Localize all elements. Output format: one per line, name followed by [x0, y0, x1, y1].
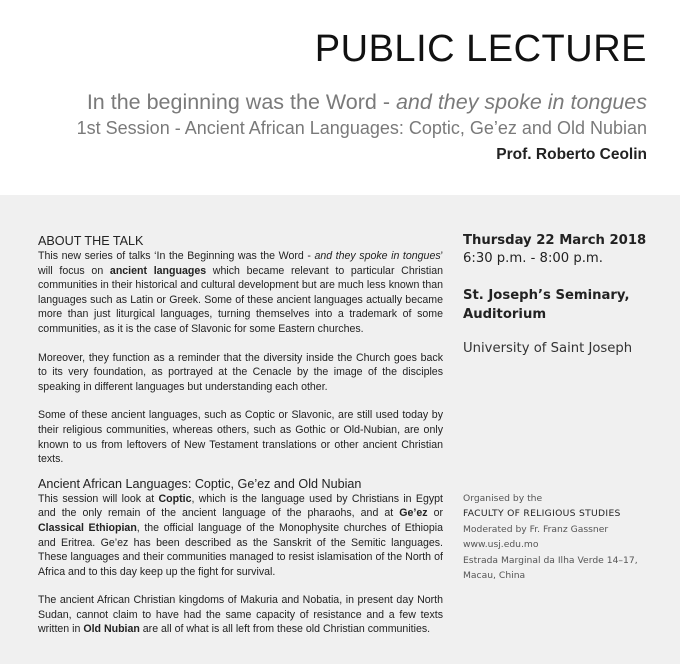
event-date: Thursday 22 March 2018: [463, 233, 647, 248]
page-title: PUBLIC LECTURE: [314, 28, 647, 70]
session-title: 1st Session - Ancient African Languages: Coptic, Ge’ez and Old Nubian: [76, 118, 647, 138]
subtitle-italic: and they spoke in tongues: [395, 90, 647, 114]
session-paragraph-1: This session will look at Coptic, which is the language used by Christians in Egypt and the only remain of the ancient language of the pharaohs, and at Ge’ez or Classical Ethiopian, the official language of the Monophysite churches of Ethiopia and Eritrea. Ge’ez has been described as the Sanskrit of the Semitic languages. These languages and their communities managed to resist islamisation of the North of Africa and to this day keep up the fight for survival.: [38, 492, 443, 578]
event-details: [463, 232, 663, 358]
address-line-1: Estrada Marginal da Ilha Verde 14–17,: [463, 554, 638, 566]
speaker-name: Prof. Roberto Ceolin: [496, 146, 647, 163]
event-time: 6:30 p.m. - 8:00 p.m.: [463, 251, 603, 266]
session-heading: Ancient African Languages: Coptic, Ge’ez and Old Nubian: [38, 476, 362, 491]
organiser-label: Organised by the: [463, 493, 543, 504]
moderator: Moderated by Fr. Franz Gassner: [463, 523, 609, 535]
subtitle-main: In the beginning was the Word -: [86, 90, 396, 114]
header-section: [0, 0, 680, 195]
about-heading: ABOUT THE TALK: [38, 234, 144, 248]
session-paragraph-2: The ancient African Christian kingdoms of Makuria and Nobatia, in present day North Sudan, cannot claim to have had the same capacity of resistance and a few texts written in Old Nubian are all of what is all left from these old Christian communities.: [38, 594, 443, 636]
description-column: [38, 233, 443, 637]
event-venue: St. Joseph’s Seminary, Auditorium: [463, 288, 630, 322]
institution-name: University of Saint Joseph: [463, 341, 633, 356]
department-name: FACULTY OF RELIGIOUS STUDIES: [463, 508, 621, 520]
address-line-2: Macau, China: [463, 570, 526, 582]
organiser-info: [463, 491, 673, 583]
about-paragraph-2: Moreover, they function as a reminder that the diversity inside the Church goes back to its very foundation, as portrayed at the Cenacle by the image of the disciples speaking in different languages but understanding each other.: [38, 351, 443, 393]
about-paragraph-3: Some of these ancient languages, such as Coptic or Slavonic, are still used today by their religious communities, whereas others, such as Gothic or Old-Nubian, are only known to us from leftovers of New Testament translations or other ancient Christian texts.: [38, 409, 443, 466]
website-link[interactable]: www.usj.edu.mo: [463, 539, 539, 551]
series-subtitle: [87, 90, 647, 115]
about-paragraph-1: This new series of talks ‘In the Beginning was the Word - and they spoke in tongues’ will focus on ancient languages which became relevant to particular Christian communities in their historical and cultural development but are much less known than languages such as Latin or Greek. Some of these ancient languages actually became more than just liturgical languages, turning themselves into a trademark of some communities, as it is the case of Slavonic for some Eastern churches.: [38, 250, 443, 335]
